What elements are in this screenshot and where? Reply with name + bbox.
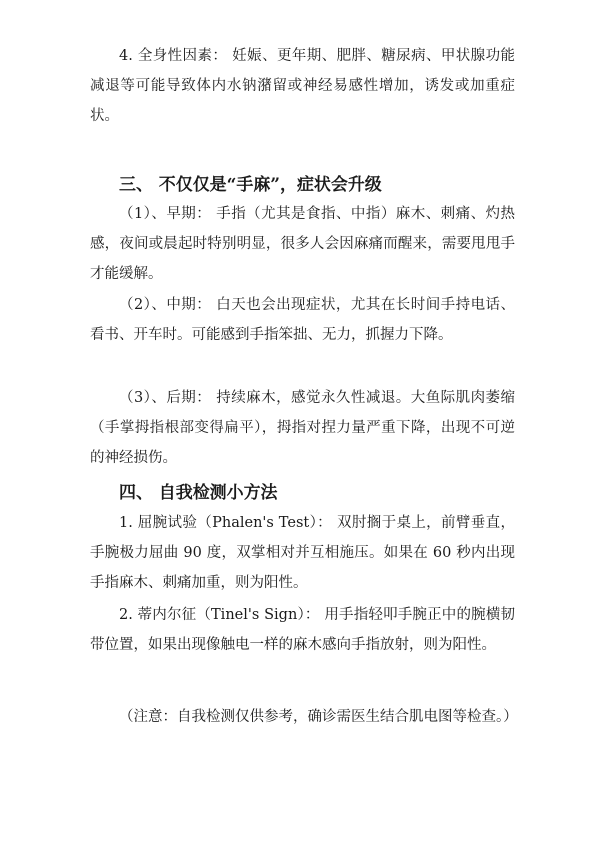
paragraph-systemic-factors: 4. 全身性因素： 妊娠、更年期、肥胖、糖尿病、甲状腺功能减退等可能导致体内水钠潴留或神经易感性增加，诱发或加重症状。	[90, 48, 515, 124]
paragraph-note: （注意：自我检测仅供参考，确诊需医生结合肌电图等检查。）	[119, 709, 518, 725]
section-heading-symptoms: 三、 不仅仅是“手麻”，症状会升级	[119, 174, 382, 194]
paragraph-phalen-test: 1. 屈腕试验（Phalen's Test）： 双肘搁于桌上，前臂垂直，手腕极力屈曲 90 度，双掌相对并互相施压。如果在 60 秒内出现手指麻木、刺痛加重，则为阳性。	[90, 515, 515, 591]
paragraph-tinel-sign: 2. 蒂内尔征（Tinel's Sign）： 用手指轻叩手腕正中的腕横韧带位置，如果出现像触电一样的麻木感向手指放射，则为阳性。	[90, 607, 515, 653]
paragraph-middle-stage: （2）、中期： 白天也会出现症状，尤其在长时间手持电话、看书、开车时。可能感到手指笨拙、无力，抓握力下降。	[90, 297, 515, 343]
section-heading-self-test: 四、 自我检测小方法	[119, 482, 278, 502]
paragraph-early-stage: （1）、早期： 手指（尤其是食指、中指）麻木、刺痛、灼热感，夜间或晨起时特别明显，很多人会因麻痛而醒来，需要甩甩手才能缓解。	[90, 206, 515, 282]
paragraph-late-stage: （3）、后期： 持续麻木，感觉永久性减退。大鱼际肌肉萎缩（手掌拇指根部变得扁平），拇指对捏力量严重下降，出现不可逆的神经损伤。	[90, 390, 515, 466]
